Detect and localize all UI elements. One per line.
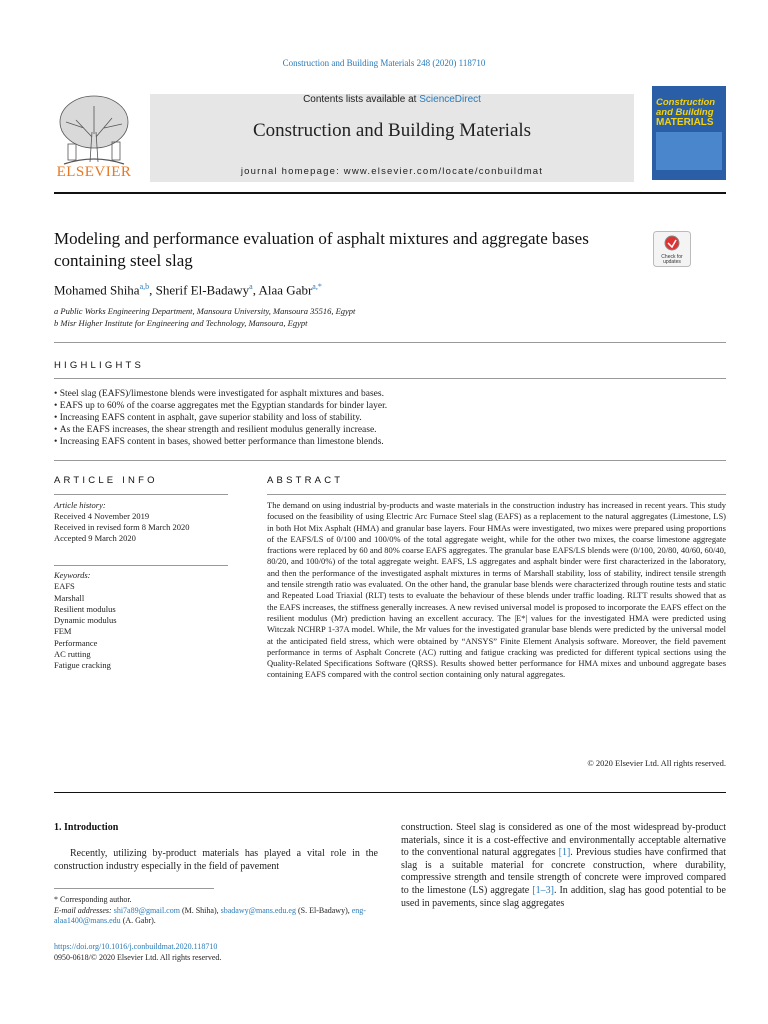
divider xyxy=(54,378,726,379)
keyword: Fatigue cracking xyxy=(54,660,111,671)
intro-paragraph-right xyxy=(401,822,726,910)
cover-line-1: Construction xyxy=(656,97,716,108)
journal-citation[interactable]: Construction and Building Materials 248 (2020) 118710 xyxy=(282,58,486,68)
highlight-item: • Increasing EAFS content in bases, showed better performance than limestone blends. xyxy=(54,436,726,448)
intro-text: construction. Steel slag is considered as one of the most widespread by-product materials, since it is a cost-effective and environmentally acceptable alternative to the conventional natural aggregates xyxy=(401,822,726,859)
keyword: AC rutting xyxy=(54,649,91,660)
footnote xyxy=(54,895,378,927)
keywords xyxy=(54,570,228,672)
author-name[interactable]: Alaa Gabr xyxy=(258,282,313,298)
copyright-notice: © 2020 Elsevier Ltd. All rights reserved. xyxy=(587,758,726,768)
reference-link[interactable]: [1–3] xyxy=(532,884,554,896)
doi-link[interactable]: https://doi.org/10.1016/j.conbuildmat.2020.118710 xyxy=(54,942,218,951)
publisher-name: ELSEVIER xyxy=(56,164,132,180)
cover-line-3: MATERIALS xyxy=(656,117,714,128)
contents-availability xyxy=(150,94,634,105)
divider xyxy=(267,494,726,495)
reference-link[interactable]: [1] xyxy=(558,847,571,859)
email-link[interactable]: eng-alaa1400@mans.edu xyxy=(54,905,366,925)
cover-title xyxy=(656,98,724,128)
author-affil-sup[interactable]: a,b xyxy=(139,282,150,291)
divider xyxy=(54,494,228,495)
intro-text: . Previous studies have confirmed that slag is a suitable material for concrete construction, where durability, compressive strength and tensile strength of concrete were improved compared to the limestone (LS) aggregate xyxy=(401,847,726,896)
history-received: Received 4 November 2019 xyxy=(54,511,150,521)
intro-paragraph-left: Recently, utilizing by-product materials has played a vital role in the construction industry especially in the field of pavement xyxy=(54,848,378,872)
highlights-list xyxy=(54,388,726,448)
keyword: EAFS xyxy=(54,581,75,592)
corresponding-author-note: * Corresponding author. xyxy=(54,895,132,904)
paper-title: Modeling and performance evaluation of asphalt mixtures and aggregate bases containing steel slag xyxy=(54,229,589,270)
email-label: E-mail addresses: xyxy=(54,905,112,915)
author-affil-sup[interactable]: a xyxy=(249,282,253,291)
divider xyxy=(54,460,726,461)
journal-cover[interactable] xyxy=(652,86,726,180)
history-accepted: Accepted 9 March 2020 xyxy=(54,533,136,543)
author-name[interactable]: Sherif El-Badawy xyxy=(155,282,250,298)
abstract-body: The demand on using industrial by-products and waste materials in the construction industry has increased in recent years. This study focused on the feasibility of using Electric Arc Furnace Steel slag (EAFS) as a replacement to the natural aggregates (Limestone, LS) in both Hot Mix Asphalt (HMA) and granular base layers. Four HMAs were investigated, two mixes were prepared using proportions of the EAFS/LS of 0/100 and 100/0% of the total aggregate weight, while for the other two mixes, the coarse limestone aggregate fractions were replaced by 60 and 80% coarse EAFS aggregates. The granular base EAFS/LS blends were (0/100, 20/80, 40/60, 60/40, 80/20, and 100/0%) of the total aggregate weight. EAFS, LS aggregates and asphalt binder were first characterized in the laboratory, and then the performance of the investigated asphalt mixtures in terms of Marshall stability, loss of stability, indirect tensile strength and tensile strength ratio was evaluated. On the other hand, the granular base blends were characterized through routine tests and static and Repeated Load Triaxial (RLT) tests to evaluate the behaviour of these blends under traffic loading. RLTT results showed that as the EAFS increases, the stiffness generally increases. A new revised universal model is proposed to incorporate the EAFS effect on the resilient modulus (Mr) prediction having an excellent accuracy. The |E*| values for the investigated HMA were predicted using Witczak NCHRP 1-37A model. While, the Mr values for the investigated granular base blends were predicted by the universal model at the anticipated field stress, which were obtained by “ANSYS” Finite Element Analysis software. Moreover, the field pavement performance in terms of Asphalt Concrete (AC) rutting and fatigue cracking was predicted for different typical sections using the Quality-Related Specifications Software (QRSS). Results showed better performance for HMA mixes and unbound aggregate bases containing EAFS compared with the control section containing only natural aggregates. xyxy=(267,500,726,680)
contents-prefix: Contents lists available at xyxy=(303,94,420,105)
journal-title: Construction and Building Materials xyxy=(252,120,532,141)
cover-image xyxy=(656,132,722,170)
divider xyxy=(54,565,228,566)
keyword: Resilient modulus xyxy=(54,603,116,614)
affiliation-a: a Public Works Engineering Department, Mansoura University, Mansoura 35516, Egypt xyxy=(54,306,356,316)
divider xyxy=(54,342,726,343)
highlight-item: • Increasing EAFS content in asphalt, gave superior stability and loss of stability. xyxy=(54,412,726,424)
highlight-item: • EAFS up to 60% of the coarse aggregates met the Egyptian standards for binder layer. xyxy=(54,400,726,412)
article-history xyxy=(54,500,228,544)
email-link[interactable]: shi7a89@gmail.com xyxy=(113,905,180,915)
footnote-rule xyxy=(54,888,214,889)
history-label: Article history: xyxy=(54,500,106,510)
author-affil-sup[interactable]: a,* xyxy=(312,282,322,291)
highlights-heading: HIGHLIGHTS xyxy=(54,360,145,371)
intro-text: . In addition, slag has good potential to be used in pavements, since slag aggregates xyxy=(401,884,726,909)
svg-text:Check for: Check for xyxy=(661,254,683,260)
svg-text:updates: updates xyxy=(663,259,681,265)
author-list: Mohamed Shiha$^{a,b}$, Sherif El-Badawy$^a$, Alaa Gabr$^{a,*}$ xyxy=(54,282,322,298)
article-info-heading: ARTICLE INFO xyxy=(54,475,158,486)
affiliation-b: b Misr Higher Institute for Engineering and Technology, Mansoura, Egypt xyxy=(54,318,308,328)
cover-line-2: and Building xyxy=(656,107,714,118)
keyword: Marshall xyxy=(54,592,85,603)
keyword: Performance xyxy=(54,637,98,648)
keywords-label: Keywords: xyxy=(54,570,91,580)
email-owner: (M. Shiha), xyxy=(179,905,221,915)
keyword: Dynamic modulus xyxy=(54,615,117,626)
email-link[interactable]: sbadawy@mans.edu.eg xyxy=(220,905,296,915)
abstract-heading: ABSTRACT xyxy=(267,475,344,486)
check-for-updates-icon[interactable] xyxy=(653,231,691,267)
history-revised: Received in revised form 8 March 2020 xyxy=(54,522,190,532)
section-heading-introduction: 1. Introduction xyxy=(54,822,119,833)
highlight-item: • Steel slag (EAFS)/limestone blends were investigated for asphalt mixtures and bases. xyxy=(54,388,726,400)
email-owner: (S. El-Badawy), xyxy=(295,905,352,915)
divider xyxy=(54,792,726,793)
author-name[interactable]: Mohamed Shiha xyxy=(54,282,140,298)
email-owner: (A. Gabr). xyxy=(120,916,156,925)
keyword: FEM xyxy=(54,626,72,637)
header-rule xyxy=(54,192,726,194)
sciencedirect-link[interactable]: ScienceDirect xyxy=(419,94,481,105)
highlight-item: • As the EAFS increases, the shear strength and resilient modulus generally increase. xyxy=(54,424,726,436)
email-addresses xyxy=(54,906,378,927)
journal-homepage[interactable]: journal homepage: www.elsevier.com/locate/conbuildmat xyxy=(240,166,544,177)
issn-line: 0950-0618/© 2020 Elsevier Ltd. All rights reserved. xyxy=(54,953,222,962)
